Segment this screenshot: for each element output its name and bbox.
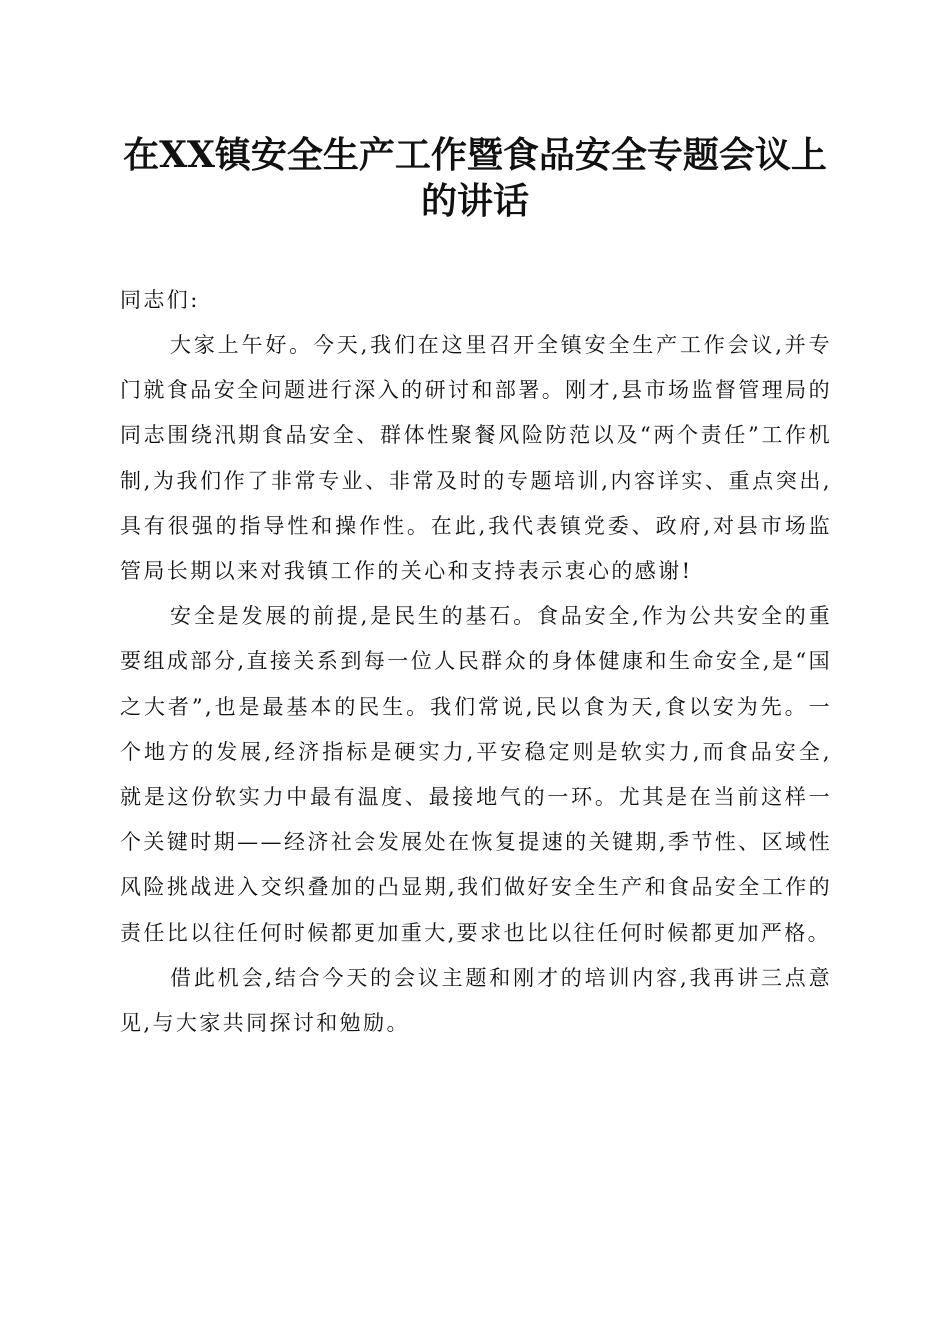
document-body bbox=[120, 278, 832, 1046]
paragraph-three-points: 借此机会,结合今天的会议主题和刚才的培训内容,我再讲三点意见,与大家共同探讨和勉励。 bbox=[120, 965, 832, 1036]
document-title: 在XX镇安全生产工作暨食品安全专题会议上的讲话 bbox=[123, 134, 827, 222]
paragraph-opening: 大家上午好。今天,我们在这里召开全镇安全生产工作会议,并专门就食品安全问题进行深入的研讨和部署。刚才,县市场监督管理局的同志围绕汛期食品安全、群体性聚餐风险防范以及“两个责任”工作机制,为我们作了非常专业、非常及时的专题培训,内容详实、重点突出,具有很强的指导性和操作性。在此,我代表镇党委、政府,对县市场监管局长期以来对我镇工作的关心和支持表示衷心的感谢! bbox=[120, 333, 832, 584]
salutation: 同志们: bbox=[120, 288, 200, 312]
paragraph-safety-importance: 安全是发展的前提,是民生的基石。食品安全,作为公共安全的重要组成部分,直接关系到每一位人民群众的身体健康和生命安全,是“国之大者”,也是最基本的民生。我们常说,民以食为天,食以安为先。一个地方的发展,经济指标是硬实力,平安稳定则是软实力,而食品安全,就是这份软实力中最有温度、最接地气的一环。尤其是在当前这样一个关键时期——经济社会发展处在恢复提速的关键期,季节性、区域性风险挑战进入交织叠加的凸显期,我们做好安全生产和食品安全工作的责任比以往任何时候都更加重大,要求也比以往任何时候都更加严格。 bbox=[120, 604, 832, 945]
